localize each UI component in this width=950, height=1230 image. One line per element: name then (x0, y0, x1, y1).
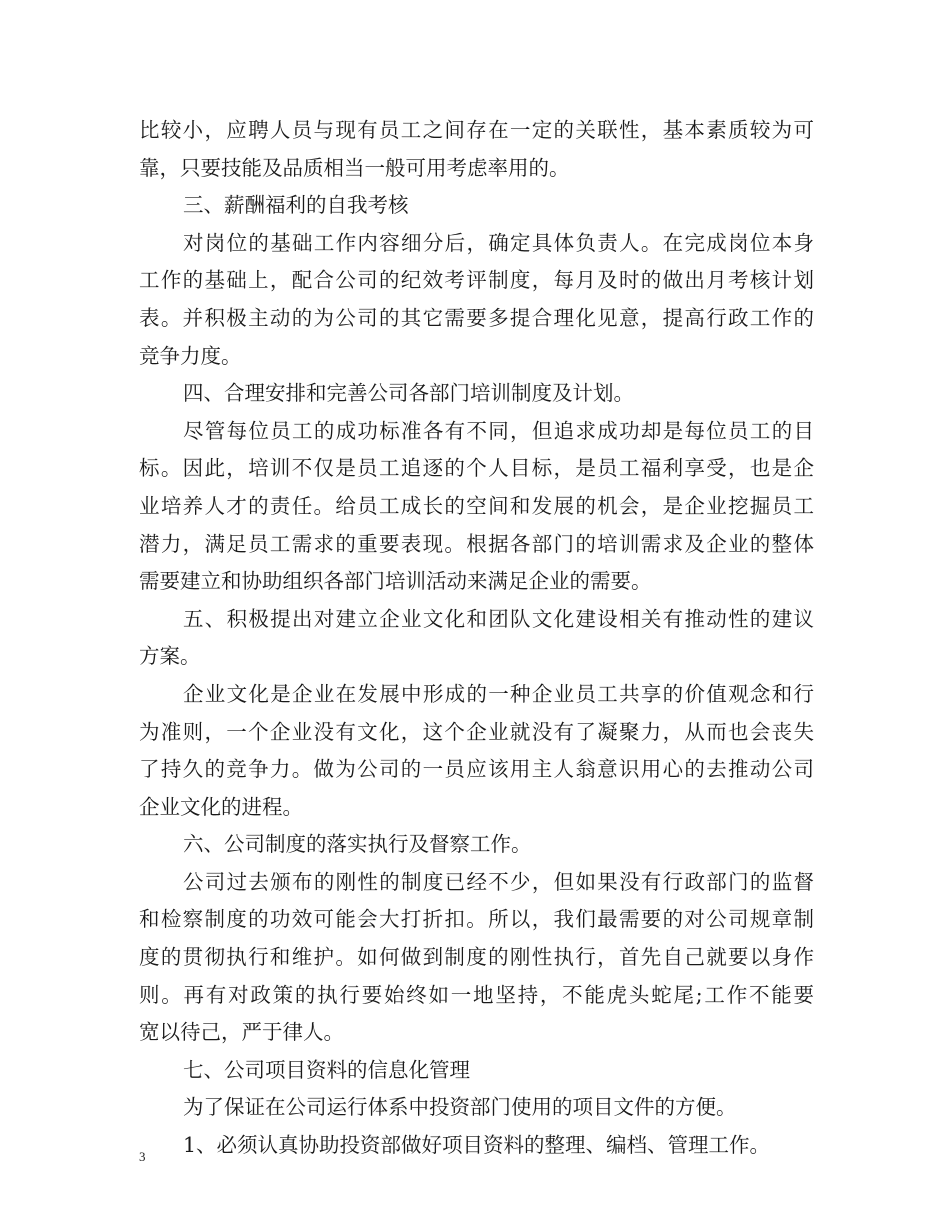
text-line: 尽管每位员工的成功标准各有不同，但追求成功却是每位员工的目 (183, 418, 814, 443)
text-line: 潜力，满足员工需求的重要表现。根据各部门的培训需求及企业的整体 (139, 531, 814, 556)
text-line: 为了保证在公司运行体系中投资部门使用的项目文件的方便。 (183, 1095, 737, 1120)
section-heading: 六、公司制度的落实执行及督察工作。 (183, 832, 532, 857)
text-line: 工作的基础上，配合公司的纪效考评制度，每月及时的做出月考核计划 (139, 268, 814, 293)
text-line: 靠，只要技能及品质相当一般可用考虑率用的。 (139, 155, 570, 180)
text-line: 度的贯彻执行和维护。如何做到制度的刚性执行，首先自己就要以身作 (139, 945, 814, 970)
page-number: 3 (139, 1149, 146, 1164)
text-line: 方案。 (139, 644, 201, 669)
text-line: 1、必须认真协助投资部做好项目资料的整理、编档、管理工作。 (183, 1133, 771, 1158)
text-line: 则。再有对政策的执行要始终如一地坚持，不能虎头蛇尾;工作不能要 (139, 982, 814, 1007)
section-heading: 四、合理安排和完善公司各部门培训制度及计划。 (183, 381, 634, 406)
text-line: 宽以待己，严于律人。 (139, 1020, 344, 1045)
section-heading: 五、积极提出对建立企业文化和团队文化建设相关有推动性的建议 (183, 606, 814, 631)
section-heading: 七、公司项目资料的信息化管理 (183, 1057, 470, 1082)
text-line: 公司过去颁布的刚性的制度已经不少，但如果没有行政部门的监督 (183, 869, 814, 894)
text-line: 表。并积极主动的为公司的其它需要多提合理化见意，提高行政工作的 (139, 305, 814, 330)
text-line: 企业文化是企业在发展中形成的一种企业员工共享的价值观念和行 (183, 681, 814, 706)
text-line: 比较小，应聘人员与现有员工之间存在一定的关联性，基本素质较为可 (139, 118, 814, 142)
text-line: 为准则，一个企业没有文化，这个企业就没有了凝聚力，从而也会丧失 (139, 719, 814, 744)
text-line: 竞争力度。 (139, 343, 242, 368)
document-body (139, 112, 814, 1165)
text-line: 企业文化的进程。 (139, 794, 303, 819)
text-line: 标。因此，培训不仅是员工追逐的个人目标，是员工福利享受，也是企 (139, 456, 814, 481)
text-line: 需要建立和协助组织各部门培训活动来满足企业的需要。 (139, 569, 652, 594)
text-line: 了持久的竞争力。做为公司的一员应该用主人翁意识用心的去推动公司 (139, 757, 814, 782)
section-heading: 三、薪酬福利的自我考核 (183, 193, 409, 218)
text-line: 业培养人才的责任。给员工成长的空间和发展的机会，是企业挖掘员工 (139, 493, 814, 518)
text-line: 和检察制度的功效可能会大打折扣。所以，我们最需要的对公司规章制 (139, 907, 814, 932)
text-line: 对岗位的基础工作内容细分后，确定具体负责人。在完成岗位本身 (183, 230, 814, 255)
